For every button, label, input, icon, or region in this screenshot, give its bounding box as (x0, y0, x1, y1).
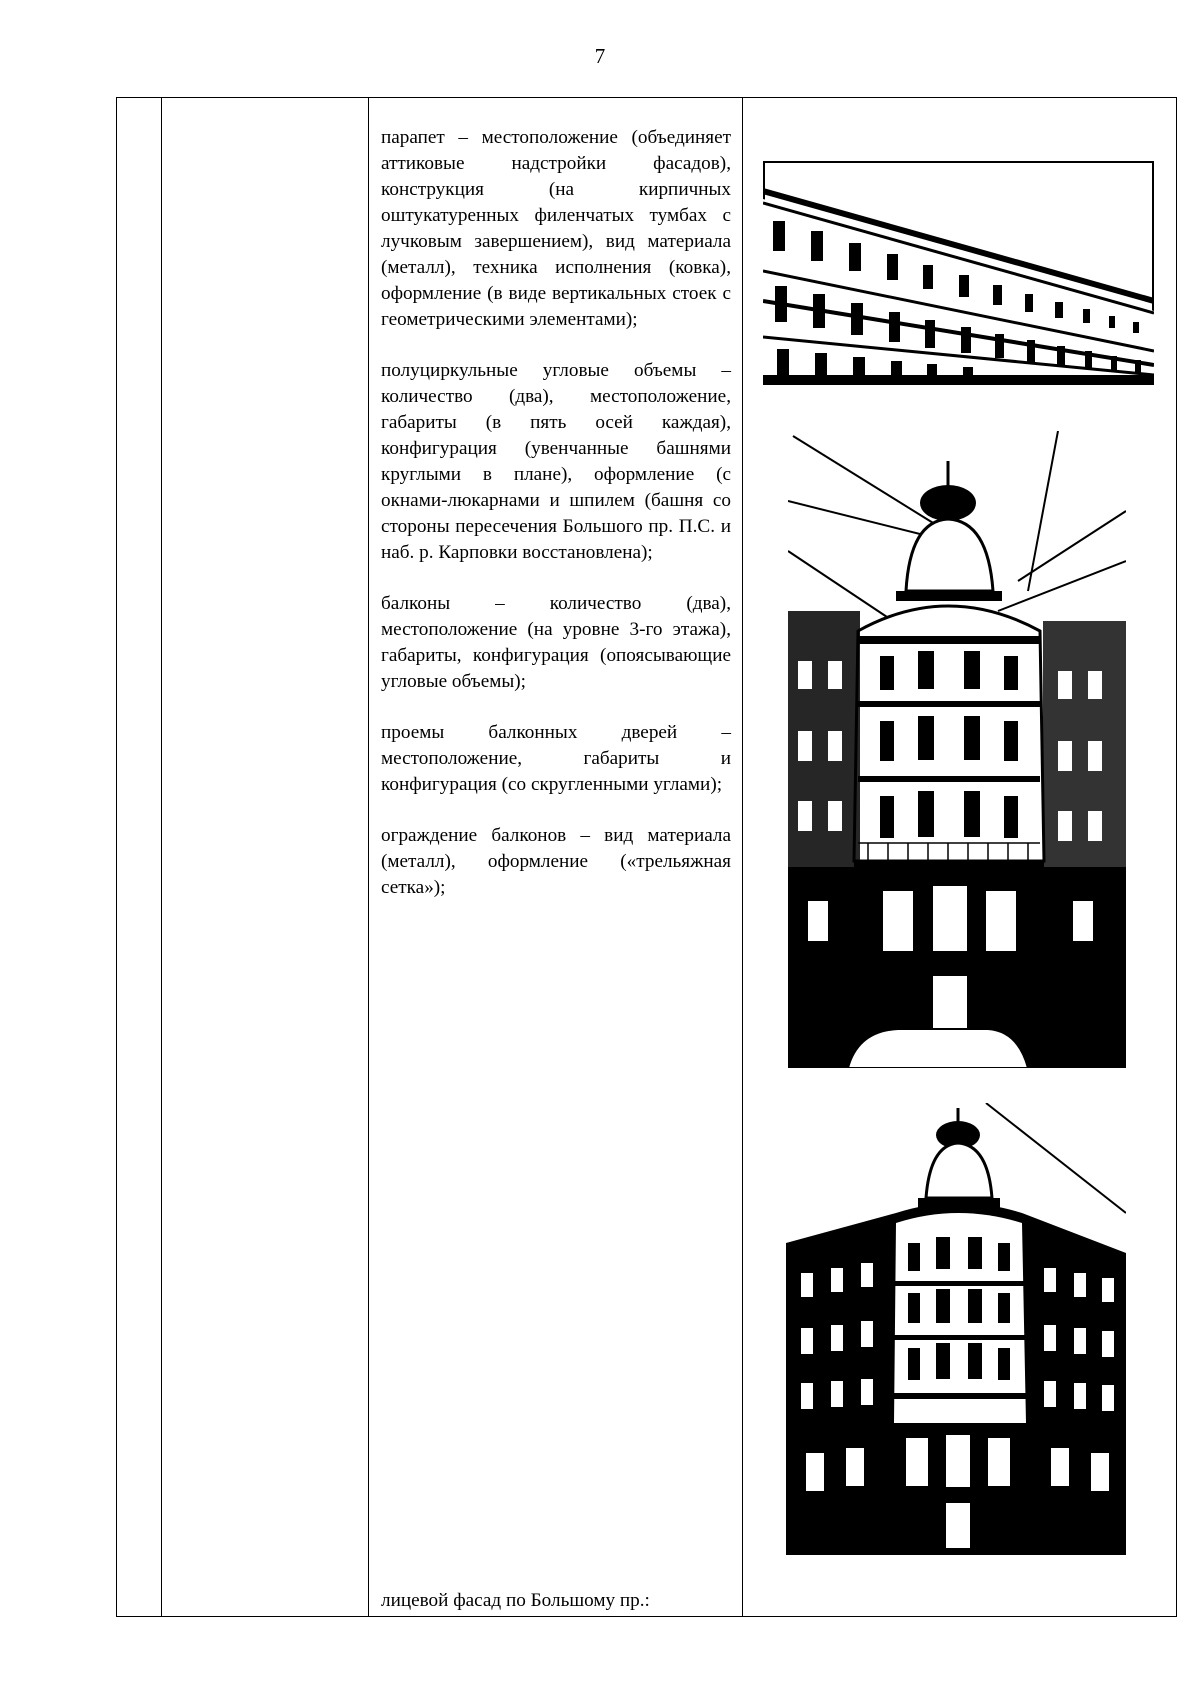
description-cell (369, 98, 743, 1617)
paragraph-balcony-railing: ограждение балконов – вид материала (металл), оформление («трельяжная сетка»); (381, 825, 731, 898)
parapet-photo (763, 161, 1154, 385)
facade-caption: лицевой фасад по Большому пр.: (381, 1590, 650, 1611)
page-number: 7 (594, 44, 606, 68)
paragraph-parapet: парапет – местоположение (объединяет аттиковые надстройки фасадов), конструкция (на кирпичных оштукатуренных филенчатых тумбах с лучковым завершением), вид материала (металл), техника исполнения (ковка), оформление (в виде вертикальных стоек с геометрическими элементами); (381, 127, 731, 330)
corner-tower-photo (788, 431, 1126, 1068)
number-cell (117, 98, 162, 1617)
building-corner-photo (786, 1103, 1126, 1555)
paragraph-balcony-doors: проемы балконных дверей – местоположение, габариты и конфигурация (со скругленными углами); (381, 722, 731, 795)
table-row (117, 98, 1177, 1617)
paragraph-balconies: балконы – количество (два), местоположение (на уровне 3-го этажа), габариты, конфигурация (опоясывающие угловые объемы); (381, 593, 731, 692)
photo-cell (743, 98, 1177, 1617)
description-text (369, 98, 742, 901)
paragraph-corner-volumes: полуциркульные угловые объемы – количество (два), местоположение, габариты (в пять осей каждая), конфигурация (увенчанные башнями круглыми в плане), оформление (с окнами-люкарнами и шпилем (башня со стороны пересечения Большого пр. П.С. и наб. р. Карповки восстановлена); (381, 360, 731, 563)
object-cell (162, 98, 369, 1617)
description-table (116, 97, 1177, 1617)
